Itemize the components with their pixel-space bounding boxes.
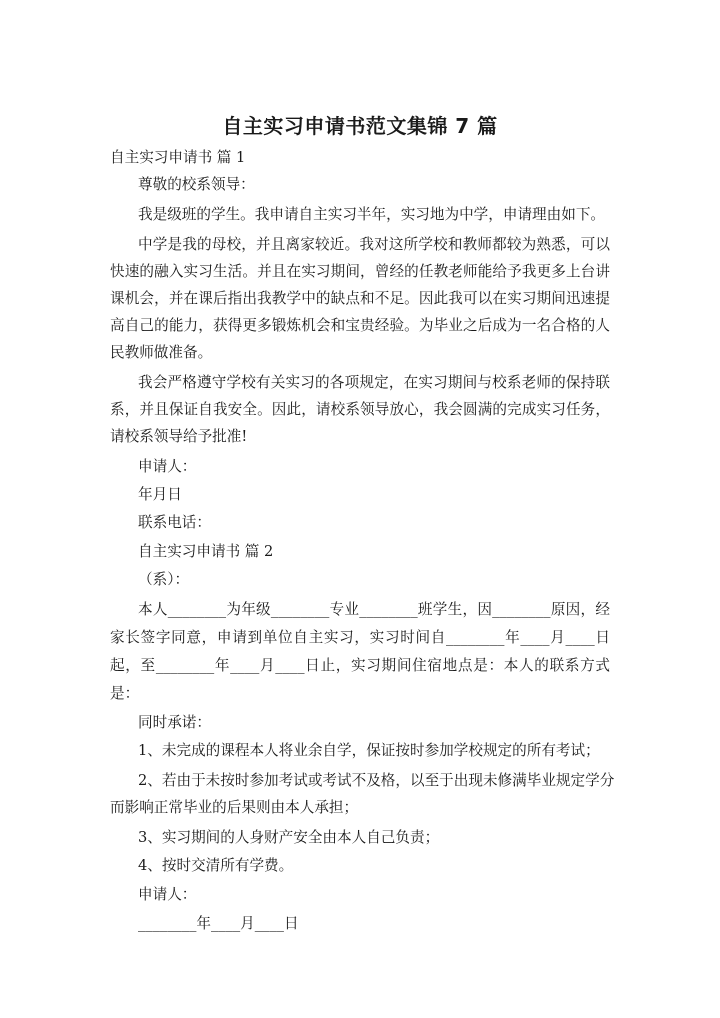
paragraph-line: 我是级班的学生。我申请自主实习半年，实习地为中学，申请理由如下。	[138, 206, 606, 223]
promise-item-2-cont: 而影响正常毕业的后果则由本人承担；	[110, 799, 359, 816]
date-line-2: ________年____月____日	[138, 915, 299, 932]
paragraph-line: 课机会，并在课后指出我教学中的缺点和不足。因此我可以在实习期间迅速提	[110, 290, 610, 307]
paragraph-line: 起，至________年____月____日止，实习期间住宿地点是：本人的联系方式	[110, 657, 610, 674]
promise-item-2: 2、若由于未按时参加考试或考试不及格，以至于出现未修满毕业规定学分	[138, 772, 615, 789]
promise-heading: 同时承诺：	[138, 714, 211, 731]
promise-item-3: 3、实习期间的人身财产安全由本人自己负责；	[138, 829, 440, 846]
paragraph-line: 系，并且保证自我安全。因此，请校系领导放心，我会圆满的完成实习任务，	[110, 401, 610, 418]
paragraph-line: 中学是我的母校，并且离家较近。我对这所学校和教师都较为熟悉，可以	[138, 236, 610, 253]
paragraph-line: 本人________为年级________专业________班学生，因________原因，经	[138, 601, 610, 618]
paragraph-line: 我会严格遵守学校有关实习的各项规定，在实习期间与校系老师的保持联	[138, 374, 610, 391]
applicant-label: 申请人：	[138, 458, 197, 475]
paragraph-line: 高自己的能力，获得更多锻炼机会和宝贵经验。为毕业之后成为一名合格的人	[110, 317, 610, 334]
phone-label: 联系电话：	[138, 514, 211, 531]
paragraph-line: 快速的融入实习生活。并且在实习期间，曾经的任教老师能给予我更多上台讲	[110, 263, 610, 280]
date-label: 年月日	[138, 486, 182, 503]
addressee: （系）：	[138, 571, 190, 588]
paragraph-line: 民教师做准备。	[110, 344, 213, 361]
section-heading-1: 自主实习申请书 篇 1	[110, 149, 246, 166]
promise-item-1: 1、未完成的课程本人将业余自学，保证按时参加学校规定的所有考试；	[138, 742, 600, 759]
salutation: 尊敬的校系领导：	[138, 176, 255, 193]
paragraph-line: 是：	[110, 685, 140, 702]
promise-item-4: 4、按时交清所有学费。	[138, 857, 294, 874]
paragraph-line: 家长签字同意，申请到单位自主实习，实习时间自________年____月____日	[110, 629, 610, 646]
section-heading-2: 自主实习申请书 篇 2	[138, 543, 274, 560]
applicant-label-2: 申请人：	[138, 886, 197, 903]
document-title: 自主实习申请书范文集锦 7 篇	[222, 114, 498, 138]
paragraph-line: 请校系领导给予批准!	[110, 428, 248, 445]
